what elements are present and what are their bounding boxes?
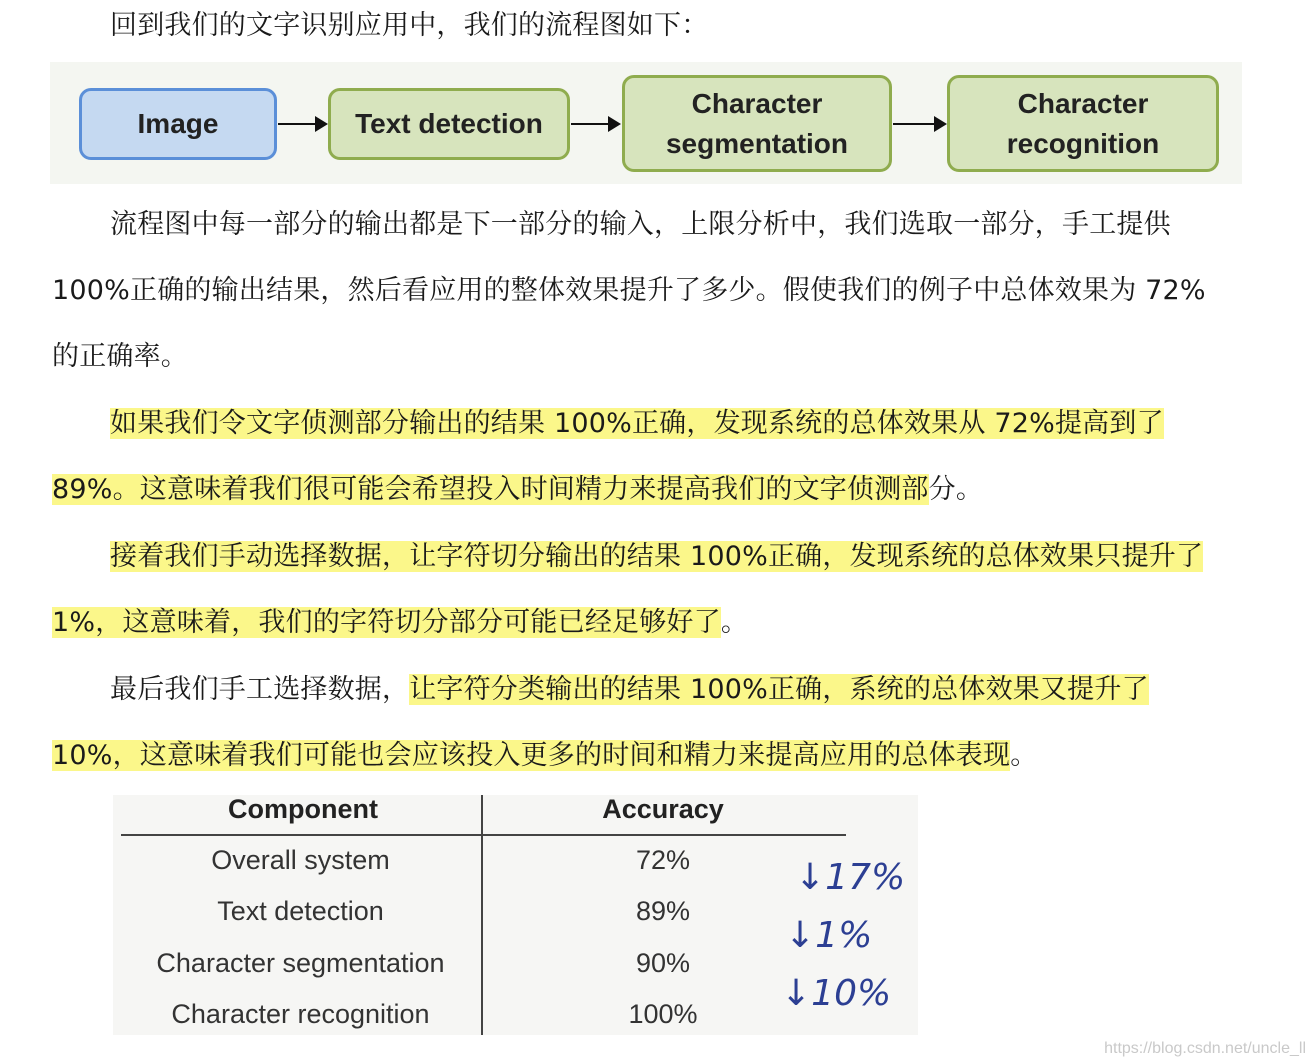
handwritten-delta-3: ↓10%: [781, 973, 892, 1014]
highlighted-text: 接着我们手动选择数据，让字符切分输出的结果 100%正确，发现系统的总体效果只提升了 1%，这意味着，我们的字符切分部分可能已经足够好了: [52, 541, 1204, 638]
paragraph-character-recognition: [52, 657, 1232, 789]
flow-box-character-segmentation: [622, 75, 892, 172]
flow-box-text-detection-label: Text detection: [355, 108, 543, 139]
plain-text-end: 。: [1010, 740, 1038, 771]
plain-text: 。: [720, 607, 749, 638]
paragraph-ceiling-analysis: [52, 192, 1232, 390]
table-cell-accuracy: 89%: [635, 896, 691, 926]
flow-box-text-detection: [328, 88, 570, 160]
flow-box-image: [79, 88, 277, 160]
flow-box-character-recognition: [947, 75, 1219, 172]
table-cell-component: Character recognition: [171, 999, 430, 1029]
flow-arrow-3: [893, 123, 945, 125]
pipeline-flowchart: [50, 62, 1242, 184]
accuracy-table: [113, 795, 918, 1035]
plain-text: 最后我们手工选择数据，: [110, 674, 410, 705]
flow-box-segmentation-line2: segmentation: [665, 127, 849, 159]
watermark: https://blog.csdn.net/uncle_ll: [1104, 1040, 1306, 1057]
table-cell-component: Character segmentation: [156, 948, 445, 978]
highlighted-text: 让字符分类输出的结果 100%正确，系统的总体效果又提升了 10%，这意味着我们可能也会应该投入更多的时间和精力来提高应用的总体表现: [52, 674, 1149, 771]
intro-text: [52, 0, 1232, 59]
table-column-divider: [481, 795, 483, 1035]
flow-box-recognition-line1: Character: [1017, 87, 1149, 119]
flow-arrow-2: [571, 123, 619, 125]
highlighted-text: 如果我们令文字侦测部分输出的结果 100%正确，发现系统的总体效果从 72%提高到了 89%。这意味着我们很可能会希望投入时间精力来提高我们的文字侦测部: [52, 408, 1164, 505]
flow-box-image-label: Image: [137, 108, 219, 139]
handwritten-delta-2: ↓1%: [785, 915, 873, 956]
intro-sentence: 回到我们的文字识别应用中，我们的流程图如下：: [110, 10, 709, 41]
paragraph-ceiling-analysis-text: 流程图中每一部分的输出都是下一部分的输入，上限分析中，我们选取一部分，手工提供 100%正确的输出结果，然后看应用的整体效果提升了多少。假使我们的例子中总体效果为 72%的正确率。: [52, 209, 1206, 372]
flow-box-recognition-line2: recognition: [1006, 127, 1160, 159]
handwritten-delta-1: ↓17%: [795, 857, 906, 898]
paragraph-character-segmentation: [52, 524, 1232, 656]
flow-arrow-1: [278, 123, 326, 125]
table-header-accuracy: Accuracy: [602, 794, 724, 824]
table-cell-accuracy: 72%: [635, 845, 691, 875]
paragraph-text-detection: [52, 391, 1232, 523]
table-header-component: Component: [228, 794, 378, 824]
table-cell-component: Text detection: [217, 896, 384, 926]
flow-box-segmentation-line1: Character: [691, 87, 823, 119]
table-header-rule: [121, 834, 846, 836]
plain-text: 分。: [928, 474, 984, 505]
table-cell-component: Overall system: [211, 845, 390, 875]
table-cell-accuracy: 100%: [628, 999, 698, 1029]
table-cell-accuracy: 90%: [635, 948, 691, 978]
